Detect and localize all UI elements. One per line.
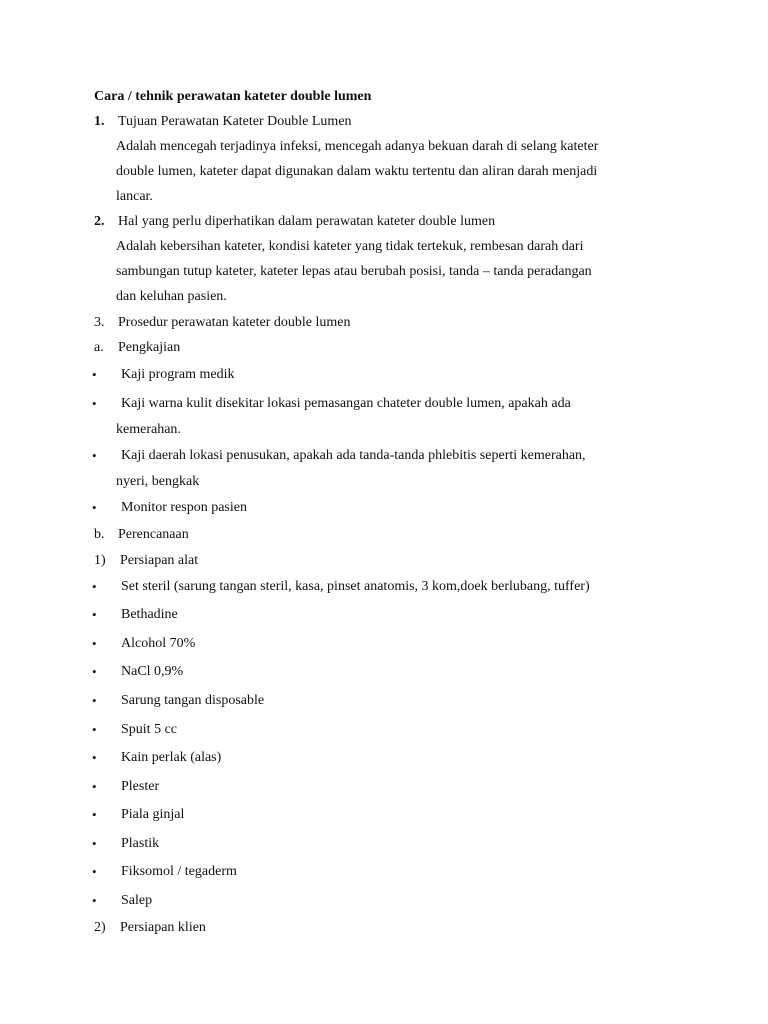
section-1-body-line-2: double lumen, kateter dapat digunakan dalam waktu tertentu dan aliran darah menjadi: [116, 164, 598, 179]
section-3-heading: Prosedur perawatan kateter double lumen: [118, 315, 351, 330]
section-2-body-line-1: Adalah kebersihan kateter, kondisi kateter yang tidak tertekuk, rembesan darah dari: [116, 239, 584, 254]
equipment-item: Set steril (sarung tangan steril, kasa, pinset anatomis, 3 kom,doek berlubang, tuffer): [121, 579, 590, 594]
step-1-marker: 1): [94, 553, 106, 568]
bullet-icon: •: [92, 664, 97, 679]
assessment-item: Kaji daerah lokasi penusukan, apakah ada tanda-tanda phlebitis seperti kemerahan,: [121, 448, 586, 463]
assessment-item: Kaji program medik: [121, 367, 235, 382]
equipment-item: Plester: [121, 779, 160, 794]
step-1-heading: Persiapan alat: [120, 553, 199, 568]
bullet-icon: •: [92, 500, 97, 515]
subsection-a-heading: Pengkajian: [118, 340, 181, 355]
section-2-body-line-2: sambungan tutup kateter, kateter lepas atau berubah posisi, tanda – tanda peradangan: [116, 264, 592, 279]
section-2-number: 2.: [94, 214, 105, 229]
bullet-icon: •: [92, 779, 97, 794]
bullet-icon: •: [92, 893, 97, 908]
section-1-body-line-1: Adalah mencegah terjadinya infeksi, mencegah adanya bekuan darah di selang kateter: [116, 139, 599, 154]
section-1-number: 1.: [94, 114, 105, 129]
equipment-item: Fiksomol / tegaderm: [121, 864, 237, 879]
section-2-body-line-3: dan keluhan pasien.: [116, 289, 227, 304]
bullet-icon: •: [92, 396, 97, 411]
subsection-b-heading: Perencanaan: [118, 527, 189, 542]
bullet-icon: •: [92, 579, 97, 594]
assessment-item: Kaji warna kulit disekitar lokasi pemasangan chateter double lumen, apakah ada: [121, 396, 571, 411]
bullet-icon: •: [92, 836, 97, 851]
bullet-icon: •: [92, 750, 97, 765]
section-3-number: 3.: [94, 315, 105, 330]
assessment-item-continuation: nyeri, bengkak: [116, 474, 200, 489]
assessment-item: Monitor respon pasien: [121, 500, 247, 515]
equipment-item: Kain perlak (alas): [121, 750, 222, 765]
section-1-body-line-3: lancar.: [116, 189, 153, 204]
bullet-icon: •: [92, 636, 97, 651]
equipment-item: Sarung tangan disposable: [121, 693, 265, 708]
bullet-icon: •: [92, 807, 97, 822]
subsection-b-marker: b.: [94, 527, 105, 542]
section-2-heading: Hal yang perlu diperhatikan dalam perawatan kateter double lumen: [118, 214, 496, 229]
assessment-item-continuation: kemerahan.: [116, 422, 181, 437]
document-title: Cara / tehnik perawatan kateter double lumen: [94, 89, 372, 104]
subsection-a-marker: a.: [94, 340, 104, 355]
bullet-icon: •: [92, 607, 97, 622]
equipment-item: NaCl 0,9%: [121, 664, 184, 679]
equipment-item: Piala ginjal: [121, 807, 185, 822]
step-2-heading: Persiapan klien: [120, 920, 206, 935]
bullet-icon: •: [92, 722, 97, 737]
section-1-heading: Tujuan Perawatan Kateter Double Lumen: [118, 114, 352, 129]
equipment-item: Spuit 5 cc: [121, 722, 177, 737]
bullet-icon: •: [92, 864, 97, 879]
bullet-icon: •: [92, 367, 97, 382]
equipment-item: Bethadine: [121, 607, 178, 622]
equipment-item: Alcohol 70%: [121, 636, 196, 651]
equipment-item: Salep: [121, 893, 153, 908]
bullet-icon: •: [92, 448, 97, 463]
bullet-icon: •: [92, 693, 97, 708]
equipment-item: Plastik: [121, 836, 160, 851]
step-2-marker: 2): [94, 920, 106, 935]
